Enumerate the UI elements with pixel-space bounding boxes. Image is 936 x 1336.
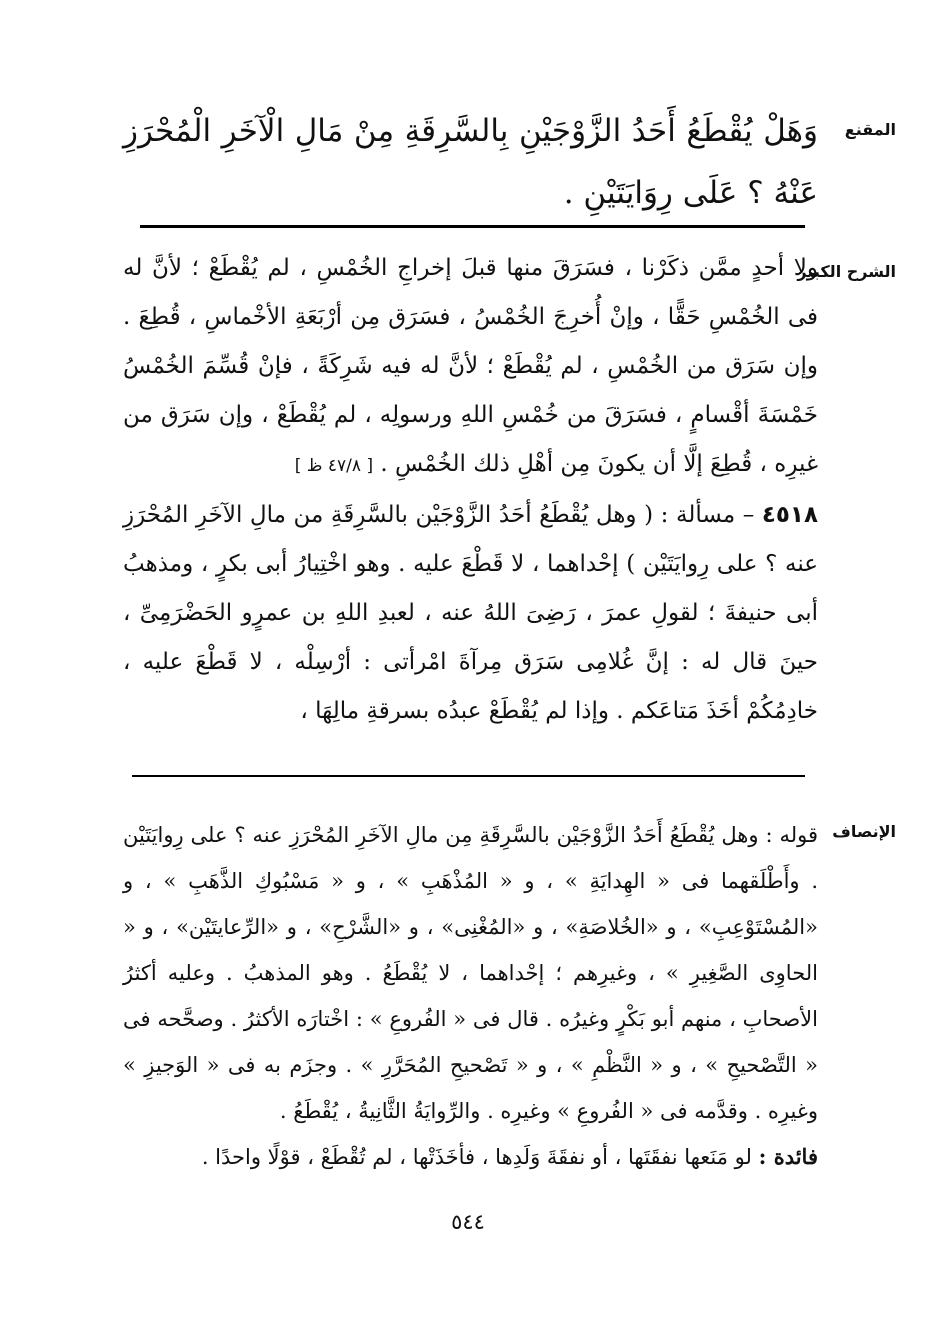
muqni-text-block [123,100,818,224]
section-divider-thick [140,225,805,228]
manuscript-reference: [ ٤٧/٨ ظ ] [294,456,374,476]
insaf-para1: قوله : وهل يُقْطَعُ أَحَدُ الزَّوْجَيْن بالسَّرِقَةِ مِن مالِ الآخَرِ المُحْرَزِ عنه ؟ على رِوايَتَيْن . وأَطْلَقهما فى « الهِدايَةِ » ، و « المُذْهَبِ » ، و « مَسْبُوكِ الذَّهَبِ » ، و «المُسْتَوْعِبِ» ، و «الخُلاصَةِ» ، و «المُغْنِى» ، و «الشَّرْحِ» ، و «الرِّعايتَيْن» ، و « الحاوِى الصَّغِيرِ » ، وغيرِهم ؛ إحْداهما ، لا يُقْطَعُ . وهو المذهبُ . وعليه أكثرُ الأصحابِ ، منهم أبو بَكْرٍ وغيرُه . قال فى « الفُروعِ » : اخْتارَه الأكثرُ . وصحَّحه فى « التَّصْحيحِ » ، و « النَّظْمِ » ، و « تَصْحيحِ المُحَرَّرِ » . وجزَم به فى « الوَجيزِ » وغيرِه . وقدَّمه فى « الفُروعِ » وغيرِه . والرِّوايَةُ الثَّانِيةُ ، يُقْطَعُ . [123,823,818,1123]
section-label-sharh: الشرح الكبير [797,262,896,281]
section-label-muqni: المقنع [844,120,896,139]
faida-paragraph [123,1134,818,1180]
page-number: ٥٤٤ [451,1210,485,1234]
issue-number: ٤٥١٨ [761,502,818,528]
sharh-paragraph [123,244,818,491]
insaf-text-block [123,812,818,1180]
section-label-insaf: الإنصاف [832,822,896,841]
issue-paragraph [123,491,818,736]
faida-label: فائدة : [758,1144,818,1169]
section-divider-thin [132,775,805,777]
sharh-para1: ولا أحدٍ ممَّن ذكَرْنا ، فسَرَقَ منها قبلَ إخراجِ الخُمْسِ ، لم يُقْطَعْ ؛ لأنَّ له فى الخُمْسِ حَقًّا ، وإنْ أُخرِجَ الخُمْسُ ، فسَرَق مِن أرْبَعَةِ الأخْماسِ ، قُطِعَ . وإن سَرَق من الخُمْسِ ، لم يُقْطَعْ ؛ لأنَّ له فيه شَرِكَةً ، فإنْ قُسِّمَ الخُمْسُ خَمْسَةَ أقْسامٍ ، فسَرَقَ من خُمْسِ اللهِ ورسولِه ، لم يُقْطَعْ ، وإن سَرَق من غيرِه ، قُطِعَ إلَّا أن يكونَ مِن أهْلِ ذلك الخُمْسِ . [123,255,818,477]
issue-text: – مسألة : ( وهل يُقْطَعُ أحَدُ الزَّوْجَيْن بالسَّرِقَةِ من مالِ الآخَرِ المُحْرَزِ عنه ؟ على رِوايَتَيْن ) إحْداهما ، لا قَطْعَ عليه . وهو اخْتِيارُ أبى بكرٍ ، ومذهبُ أبى حنيفةَ ؛ لقولِ عمرَ ، رَضِىَ اللهُ عنه ، لعبدِ اللهِ بن عمرٍو الحَضْرَمِىِّ ، حينَ قال له : إنَّ غُلامِى سَرَق مِرآةَ امْرأتى : أرْسِلْه ، لا قَطْعَ عليه ، خادِمُكُمْ أخَذَ مَتاعَكم . وإذا لم يُقْطَعْ عبدُه بسرقةِ مالِهَا ، [123,502,818,724]
muqni-text: وَهَلْ يُقْطَعُ أَحَدُ الزَّوْجَيْنِ بِالسَّرِقَةِ مِنْ مَالِ الْآخَرِ الْمُحْرَزِ عَنْهُ ؟ عَلَى رِوَايَتَيْنِ . [123,113,818,211]
sharh-text-block [123,244,818,736]
faida-text: لو مَنَعها نفقَتَها ، أو نفقَةَ وَلَدِها ، فأخَذَتْها ، لم تُقْطَعْ ، قوْلًا واحدًا . [201,1145,752,1169]
